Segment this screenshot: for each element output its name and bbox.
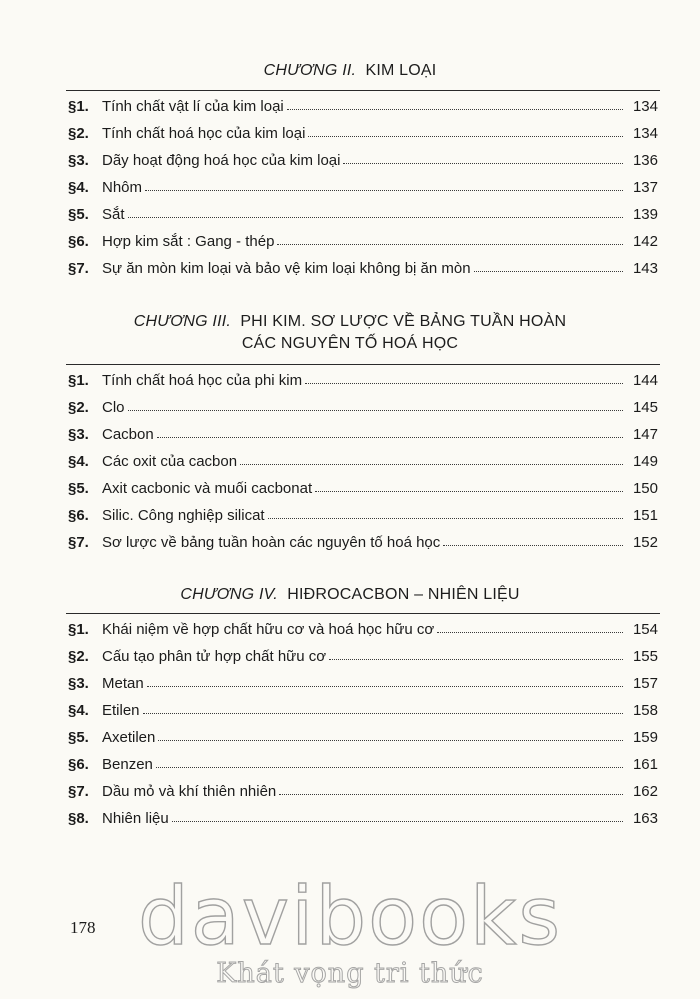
- entry-page: 137: [632, 179, 658, 196]
- entry-number: §4.: [68, 453, 89, 470]
- toc-entry[interactable]: [68, 746, 658, 773]
- dot-leader: [172, 821, 623, 822]
- entry-number: §1.: [68, 621, 89, 638]
- dot-leader: [287, 109, 623, 110]
- dot-leader: [128, 410, 623, 411]
- entry-number: §5.: [68, 729, 89, 746]
- entry-number: §2.: [68, 399, 89, 416]
- chapter-3-title-text-2: CÁC NGUYÊN TỐ HOÁ HỌC: [241, 335, 459, 352]
- entry-page: 154: [632, 621, 658, 638]
- entry-number: §8.: [68, 810, 89, 827]
- entry-title: Nhôm: [102, 179, 143, 196]
- entry-page: 157: [632, 675, 658, 692]
- entry-page: 147: [632, 426, 658, 443]
- toc-entry[interactable]: [68, 169, 658, 196]
- entry-number: §1.: [68, 372, 89, 389]
- toc-entry[interactable]: [68, 142, 658, 169]
- watermark-slogan: Khát vọng tri thức: [216, 958, 484, 989]
- entry-number: §7.: [68, 783, 89, 800]
- toc-entry[interactable]: [68, 362, 658, 389]
- entry-title: Dãy hoạt động hoá học của kim loại: [102, 152, 341, 169]
- entry-number: §5.: [68, 206, 89, 223]
- toc-entry[interactable]: [68, 223, 658, 250]
- entry-page: 149: [632, 453, 658, 470]
- entry-title: Clo: [102, 399, 125, 416]
- toc-entry[interactable]: [68, 800, 658, 827]
- entry-title: Sắt: [102, 206, 125, 223]
- entry-number: §3.: [68, 675, 89, 692]
- dot-leader: [474, 271, 623, 272]
- entry-page: 136: [632, 152, 658, 169]
- dot-leader: [240, 464, 623, 465]
- entry-title: Tính chất vật lí của kim loại: [102, 98, 284, 115]
- page-number: 178: [70, 918, 96, 937]
- dot-leader: [443, 545, 623, 546]
- entry-page: 134: [632, 98, 658, 115]
- entry-title: Tính chất hoá học của kim loại: [102, 125, 306, 142]
- chapter-3-title-text: PHI KIM. SƠ LƯỢC VỀ BẢNG TUẦN HOÀN: [240, 313, 567, 330]
- entry-title: Benzen: [102, 756, 153, 773]
- entry-page: 144: [632, 372, 658, 389]
- entry-title: Các oxit của cacbon: [102, 453, 238, 470]
- entry-title: Nhiên liệu: [102, 810, 169, 827]
- entry-page: 163: [632, 810, 658, 827]
- entry-number: §7.: [68, 534, 89, 551]
- entry-title: Cacbon: [102, 426, 154, 443]
- entry-number: §3.: [68, 152, 89, 169]
- entry-number: §4.: [68, 702, 89, 719]
- entry-number: §6.: [68, 233, 89, 250]
- entry-number: §2.: [68, 648, 89, 665]
- entry-title: Khái niệm về hợp chất hữu cơ và hoá học hữu cơ: [102, 621, 435, 638]
- toc-entry[interactable]: [68, 196, 658, 223]
- toc-entry[interactable]: [68, 719, 658, 746]
- entry-page: 142: [632, 233, 658, 250]
- toc-entry[interactable]: [68, 611, 658, 638]
- dot-leader: [128, 217, 623, 218]
- entry-page: 151: [632, 507, 658, 524]
- toc-entry[interactable]: [68, 497, 658, 524]
- entry-title: Tính chất hoá học của phi kim: [102, 372, 303, 389]
- entry-number: §6.: [68, 507, 89, 524]
- chapter-3-prefix: CHƯƠNG III.: [133, 313, 232, 330]
- entry-number: §2.: [68, 125, 89, 142]
- entry-title: Silic. Công nghiệp silicat: [102, 507, 265, 524]
- entry-page: 158: [632, 702, 658, 719]
- dot-leader: [158, 740, 623, 741]
- entry-title: Axit cacbonic và muối cacbonat: [102, 480, 313, 497]
- dot-leader: [156, 767, 623, 768]
- dot-leader: [329, 659, 623, 660]
- entry-title: Etilen: [102, 702, 140, 719]
- entry-title: Sự ăn mòn kim loại và bảo vệ kim loại không bị ăn mòn: [102, 260, 471, 277]
- toc-entry[interactable]: [68, 524, 658, 551]
- toc-entry[interactable]: [68, 692, 658, 719]
- toc-entry[interactable]: [68, 665, 658, 692]
- entry-number: §3.: [68, 426, 89, 443]
- toc-entry[interactable]: [68, 389, 658, 416]
- entry-title: Cấu tạo phân tử hợp chất hữu cơ: [102, 648, 327, 665]
- toc-entry[interactable]: [68, 250, 658, 277]
- dot-leader: [145, 190, 623, 191]
- toc-entry[interactable]: [68, 115, 658, 142]
- entry-page: 145: [632, 399, 658, 416]
- toc-entry[interactable]: [68, 443, 658, 470]
- entry-page: 143: [632, 260, 658, 277]
- dot-leader: [305, 383, 623, 384]
- chapter-4-prefix: CHƯƠNG IV.: [180, 586, 278, 603]
- chapter-3-title-line-2: [0, 333, 700, 355]
- entry-page: 159: [632, 729, 658, 746]
- chapter-4-title: [0, 584, 700, 606]
- toc-entry[interactable]: [68, 88, 658, 115]
- entry-page: 155: [632, 648, 658, 665]
- entry-page: 134: [632, 125, 658, 142]
- dot-leader: [143, 713, 623, 714]
- dot-leader: [279, 794, 623, 795]
- dot-leader: [147, 686, 623, 687]
- entry-title: Dầu mỏ và khí thiên nhiên: [102, 783, 277, 800]
- chapter-2-title: [0, 60, 700, 82]
- dot-leader: [437, 632, 623, 633]
- chapter-2-title-text: KIM LOẠI: [365, 62, 437, 79]
- dot-leader: [157, 437, 623, 438]
- entry-number: §5.: [68, 480, 89, 497]
- chapter-3-title: [0, 311, 700, 333]
- entry-title: Sơ lược về bảng tuần hoàn các nguyên tố hoá học: [102, 534, 441, 551]
- entry-page: 161: [632, 756, 658, 773]
- chapter-2-prefix: CHƯƠNG II.: [263, 62, 357, 79]
- toc-entry[interactable]: [68, 416, 658, 443]
- dot-leader: [268, 518, 623, 519]
- dot-leader: [277, 244, 623, 245]
- entry-number: §4.: [68, 179, 89, 196]
- dot-leader: [315, 491, 623, 492]
- entry-title: Axetilen: [102, 729, 156, 746]
- entry-title: Metan: [102, 675, 144, 692]
- chapter-4-title-text: HIĐROCACBON – NHIÊN LIỆU: [287, 586, 520, 603]
- dot-leader: [308, 136, 623, 137]
- entry-page: 139: [632, 206, 658, 223]
- entry-page: 162: [632, 783, 658, 800]
- entry-number: §7.: [68, 260, 89, 277]
- entry-page: 150: [632, 480, 658, 497]
- watermark-logo: davibooks: [137, 870, 563, 963]
- dot-leader: [343, 163, 623, 164]
- entry-title: Hợp kim sắt : Gang - thép: [102, 233, 275, 250]
- entry-page: 152: [632, 534, 658, 551]
- entry-number: §6.: [68, 756, 89, 773]
- toc-entry[interactable]: [68, 773, 658, 800]
- entry-number: §1.: [68, 98, 89, 115]
- toc-entry[interactable]: [68, 470, 658, 497]
- toc-entry[interactable]: [68, 638, 658, 665]
